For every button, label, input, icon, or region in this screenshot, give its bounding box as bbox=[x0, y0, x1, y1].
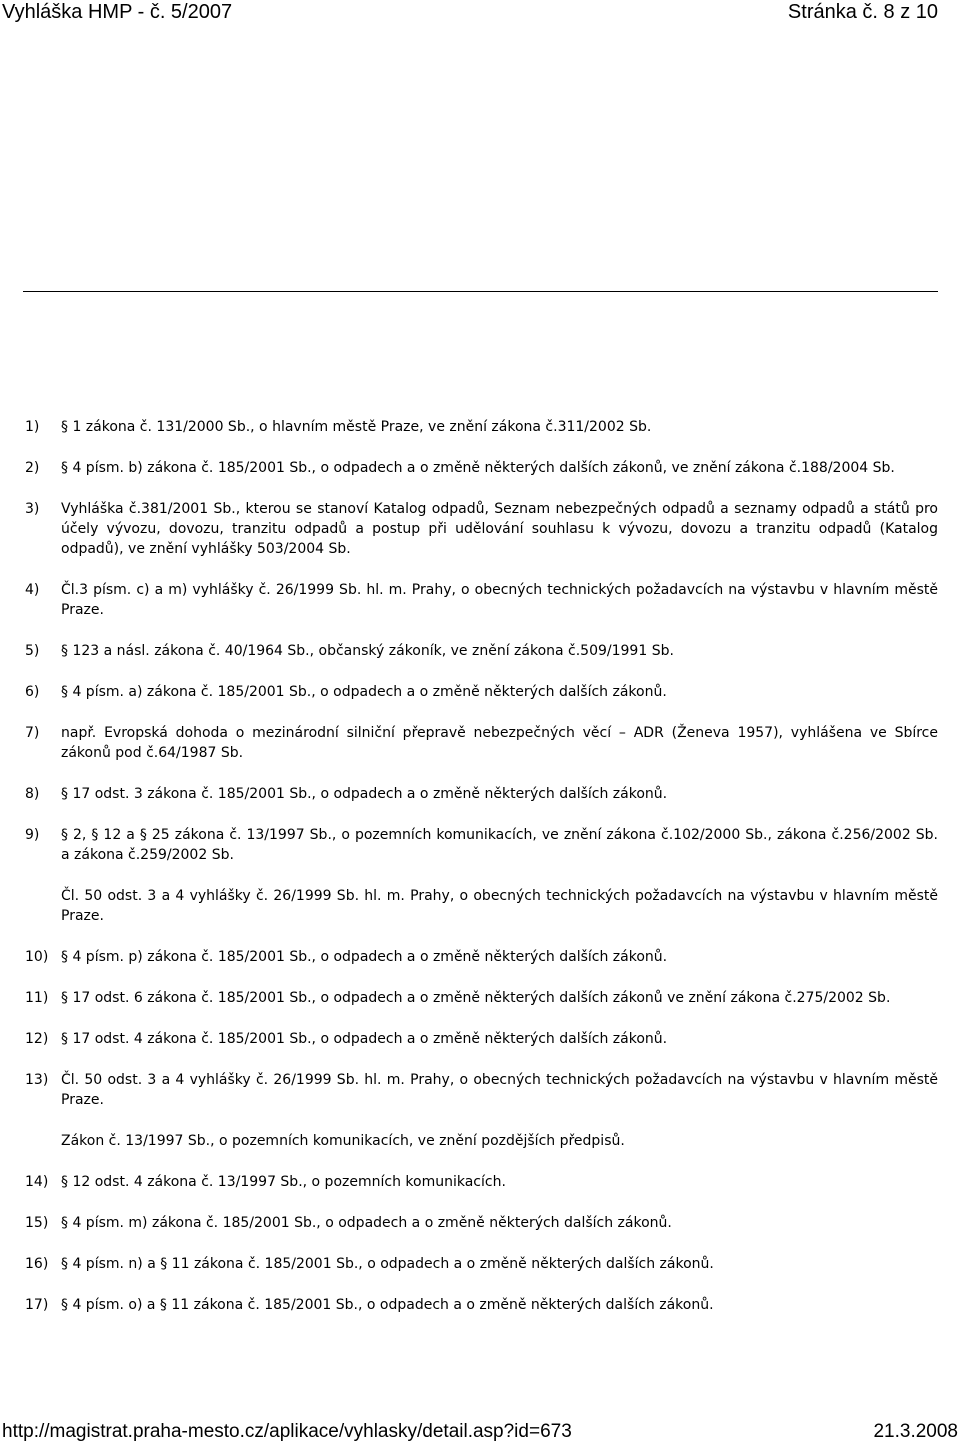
footnote-text: § 4 písm. a) zákona č. 185/2001 Sb., o odpadech a o změně některých dalších zákonů. bbox=[61, 684, 667, 700]
footnote-item bbox=[0, 988, 960, 1008]
footnote-item bbox=[0, 1254, 960, 1274]
document-title: Vyhláška HMP - č. 5/2007 bbox=[2, 1, 233, 23]
footnote-item bbox=[0, 1172, 960, 1192]
footnote-item bbox=[0, 723, 960, 763]
footnotes-list bbox=[0, 417, 960, 1336]
footnote-text: § 4 písm. o) a § 11 zákona č. 185/2001 Sb., o odpadech a o změně některých dalších zákonů. bbox=[61, 1297, 714, 1313]
footnote-number: 8) bbox=[25, 786, 40, 802]
footnote-text: § 17 odst. 4 zákona č. 185/2001 Sb., o odpadech a o změně některých dalších zákonů. bbox=[61, 1031, 668, 1047]
footnote-number: 5) bbox=[25, 643, 40, 659]
page-footer bbox=[0, 1420, 960, 1445]
footnote-text: § 4 písm. n) a § 11 zákona č. 185/2001 Sb., o odpadech a o změně některých dalších zákonů. bbox=[61, 1256, 714, 1272]
footnote-number: 10) bbox=[25, 949, 49, 965]
footnote-item bbox=[0, 682, 960, 702]
footnote-text: § 17 odst. 6 zákona č. 185/2001 Sb., o odpadech a o změně některých dalších zákonů ve znění zákona č.275/2002 Sb. bbox=[61, 990, 891, 1006]
footnote-item bbox=[0, 1070, 960, 1110]
footnote-text: § 12 odst. 4 zákona č. 13/1997 Sb., o pozemních komunikacích. bbox=[61, 1174, 506, 1190]
page-header bbox=[0, 0, 960, 28]
footnote-text: § 2, § 12 a § 25 zákona č. 13/1997 Sb., o pozemních komunikacích, ve znění zákona č.102/2000 Sb., zákona č.256/2002 Sb. a zákona č.259/2002 Sb. bbox=[61, 827, 938, 863]
footnote-item bbox=[0, 784, 960, 804]
footnote-number: 15) bbox=[25, 1215, 49, 1231]
footnote-item bbox=[0, 1295, 960, 1315]
footnote-number: 4) bbox=[25, 582, 40, 598]
footnote-item bbox=[0, 825, 960, 865]
footnote-number: 7) bbox=[25, 725, 40, 741]
footnote-item bbox=[0, 947, 960, 967]
footnote-number: 1) bbox=[25, 419, 40, 435]
footnote-text: Vyhláška č.381/2001 Sb., kterou se stanoví Katalog odpadů, Seznam nebezpečných odpadů a seznamy odpadů a států pro účely vývozu, dovozu, tranzitu odpadů a postup při udělování souhlasu k vývozu, dovozu a tranzitu odpadů (Katalog odpadů), ve znění vyhlášky 503/2004 Sb. bbox=[61, 501, 938, 557]
footnote-number: 16) bbox=[25, 1256, 49, 1272]
footnote-item bbox=[0, 458, 960, 478]
footnote-item bbox=[0, 641, 960, 661]
page-number: Stránka č. 8 z 10 bbox=[787, 1, 938, 23]
footnote-continuation: Čl. 50 odst. 3 a 4 vyhlášky č. 26/1999 Sb. hl. m. Prahy, o obecných technických požadavcích na výstavbu v hlavním městě Praze. bbox=[61, 888, 938, 924]
footnote-item bbox=[0, 417, 960, 437]
footnote-number: 17) bbox=[25, 1297, 49, 1313]
footnote-text: § 4 písm. m) zákona č. 185/2001 Sb., o odpadech a o změně některých dalších zákonů. bbox=[61, 1215, 672, 1231]
footnote-separator bbox=[23, 291, 938, 292]
footnote-number: 11) bbox=[25, 990, 49, 1006]
footnote-text: § 1 zákona č. 131/2000 Sb., o hlavním městě Praze, ve znění zákona č.311/2002 Sb. bbox=[61, 419, 652, 435]
footnote-number: 12) bbox=[25, 1031, 49, 1047]
footnote-item bbox=[0, 499, 960, 559]
footnote-text: § 123 a násl. zákona č. 40/1964 Sb., občanský zákoník, ve znění zákona č.509/1991 Sb. bbox=[61, 643, 674, 659]
footnote-number: 6) bbox=[25, 684, 40, 700]
footnote-number: 9) bbox=[25, 827, 40, 843]
footnote-text: § 17 odst. 3 zákona č. 185/2001 Sb., o odpadech a o změně některých dalších zákonů. bbox=[61, 786, 668, 802]
footnote-text: např. Evropská dohoda o mezinárodní silniční přepravě nebezpečných věcí – ADR (Ženeva 1957), vyhlášena ve Sbírce zákonů pod č.64/1987 Sb. bbox=[61, 725, 938, 761]
footnote-number: 14) bbox=[25, 1174, 49, 1190]
footnote-number: 13) bbox=[25, 1072, 49, 1088]
footnote-item bbox=[0, 1213, 960, 1233]
print-date: 21.3.2008 bbox=[873, 1421, 958, 1442]
footnote-text: Čl. 50 odst. 3 a 4 vyhlášky č. 26/1999 Sb. hl. m. Prahy, o obecných technických požadavcích na výstavbu v hlavním městě Praze. bbox=[61, 1072, 938, 1108]
footnote-continuation: Zákon č. 13/1997 Sb., o pozemních komunikacích, ve znění pozdějších předpisů. bbox=[61, 1133, 625, 1149]
footnote-number: 3) bbox=[25, 501, 40, 517]
footnote-text: § 4 písm. b) zákona č. 185/2001 Sb., o odpadech a o změně některých dalších zákonů, ve znění zákona č.188/2004 Sb. bbox=[61, 460, 895, 476]
footnote-text: § 4 písm. p) zákona č. 185/2001 Sb., o odpadech a o změně některých dalších zákonů. bbox=[61, 949, 668, 965]
source-url: http://magistrat.praha-mesto.cz/aplikace/vyhlasky/detail.asp?id=673 bbox=[2, 1421, 572, 1442]
footnote-item bbox=[0, 580, 960, 620]
footnote-item bbox=[0, 1029, 960, 1049]
footnote-number: 2) bbox=[25, 460, 40, 476]
footnote-text: Čl.3 písm. c) a m) vyhlášky č. 26/1999 Sb. hl. m. Prahy, o obecných technických požadavcích na výstavbu v hlavním městě Praze. bbox=[61, 582, 938, 618]
